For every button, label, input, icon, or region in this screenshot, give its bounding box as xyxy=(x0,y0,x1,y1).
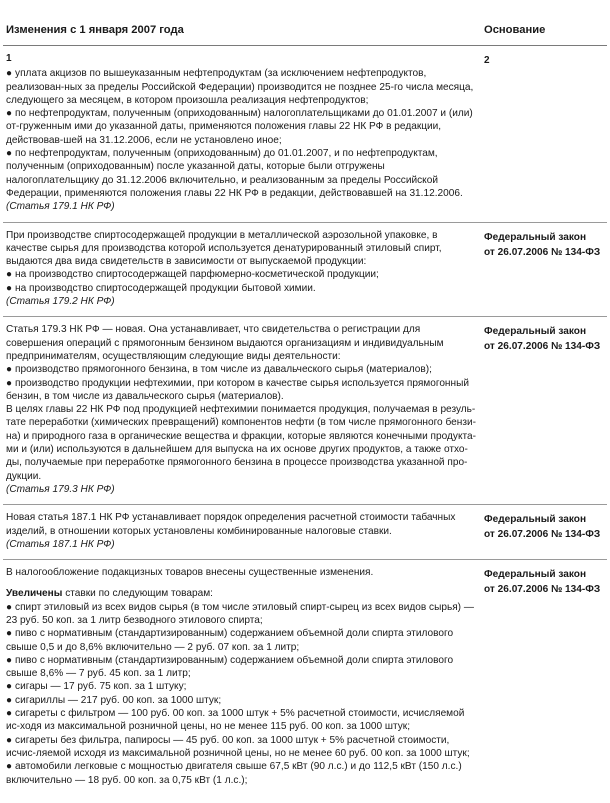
bullet-icon: ● xyxy=(6,681,13,693)
bullet-item: ● сигары — 17 руб. 75 коп. за 1 штуку; xyxy=(6,681,187,693)
table-row xyxy=(3,317,607,505)
basis-law-date: от 26.07.2006 № 134-ФЗ xyxy=(484,246,601,258)
bullet-icon: ● xyxy=(6,148,13,160)
basis-law: Федеральный закон xyxy=(484,231,587,243)
header-changes: Изменения с 1 января 2007 года xyxy=(3,12,481,46)
spacer xyxy=(6,579,477,587)
paragraph: В целях главы 22 НК РФ под продукцией нефтехимии понимается продукция, получаемая в резуль-тате переработки (химических превращений) компонентов нефти (в том числе прямогонного бензи-на) и природного газа в органические вещества и фракции, которые являются конечными продукта-ми и (или) используются в дальнейшем для выпуска на их основе других продуктов, а также отхо-ды, получаемые при переработке прямогонного бензина в процессе производства указанной про-дукции. xyxy=(6,404,476,482)
basis-cell xyxy=(481,560,607,795)
paragraph: Статья 179.3 НК РФ — новая. Она устанавливает, что свидетельства о регистрации для совершения операций с прямогонным бензином выдаются организациям и индивидуальным предпринимателям, осуществляющим следующие виды деятельности: xyxy=(6,324,444,362)
table-row xyxy=(3,560,607,795)
column-number: 1 xyxy=(6,53,12,64)
bullet-icon: ● xyxy=(6,377,13,389)
changes-cell xyxy=(3,46,481,223)
bullet-item: ● по нефтепродуктам, полученным (оприходованным) до 01.01.2007, и по нефтепродуктам, полученным (оприходованным) после указанной даты, которые были отгружены налогоплательщику до 31.12.2006 включительно, и реализованным за пределы Российской Федерации, применяются положения главы 22 НК РФ в редакции, действовавшей на 31.12.2006. xyxy=(6,148,463,199)
paragraph: Увеличены ставки по следующим товарам: xyxy=(6,588,213,600)
bullet-icon: ● xyxy=(6,282,13,294)
table-row xyxy=(3,505,607,560)
bullet-item: ● сигареты без фильтра, папиросы — 45 руб. 00 коп. за 1000 штук + 5% расчетной стоимости, исчис-ляемой исходя из максимальной розничной цены, но не менее 60 руб. 00 коп. за 1000 штук; xyxy=(6,734,470,759)
bullet-icon: ● xyxy=(6,269,13,281)
bullet-item: ● пиво с нормативным (стандартизированным) содержанием объемной доли спирта этилового свыше 8,6% — 7 руб. 45 коп. за 1 литр; xyxy=(6,654,454,680)
table-row xyxy=(3,46,607,223)
changes-cell xyxy=(3,317,481,505)
bullet-icon: ● xyxy=(6,734,13,746)
paragraph: При производстве спиртосодержащей продукции в металлической аэрозольной упаковке, в качестве сырья для производства которой используется денатурированный этиловый спирт, выдаются два вида свидетельств в зависимости от выпускаемой продукции: xyxy=(6,229,442,268)
bullet-item: ● производство продукции нефтехимии, при котором в качестве сырья используется прямогонный бензин, в том числе из давальческого сырья (материалов). xyxy=(6,377,469,402)
bullet-icon: ● xyxy=(6,694,13,706)
column-number: 2 xyxy=(484,55,490,66)
article-reference: (Статья 179.2 НК РФ) xyxy=(6,296,115,308)
changes-table xyxy=(3,12,607,795)
bullet-item: ● спирт этиловый из всех видов сырья (в том числе этиловый спирт-сырец из всех видов сырья) — 23 руб. 50 коп. за 1 литр безводного этилового спирта; xyxy=(6,601,474,626)
basis-cell xyxy=(481,317,607,505)
bullet-icon: ● xyxy=(6,708,13,720)
bullet-icon: ● xyxy=(6,68,13,80)
basis-law-date: от 26.07.2006 № 134-ФЗ xyxy=(484,529,601,541)
header-basis: Основание xyxy=(481,12,607,46)
bullet-icon: ● xyxy=(6,601,13,613)
bullet-icon: ● xyxy=(6,364,13,376)
paragraph: Новая статья 187.1 НК РФ устанавливает порядок определения расчетной стоимости табачных изделий, в отношении которых установлены комбинированные налоговые ставки. xyxy=(6,512,456,537)
basis-law-date: от 26.07.2006 № 134-ФЗ xyxy=(484,341,601,353)
basis-cell xyxy=(481,222,607,317)
article-reference: (Статья 187.1 НК РФ) xyxy=(6,538,115,550)
bullet-icon: ● xyxy=(6,761,13,773)
basis-law: Федеральный закон xyxy=(484,514,587,526)
emphasis: Увеличены xyxy=(6,588,63,600)
basis-law: Федеральный закон xyxy=(484,326,587,338)
basis-law: Федеральный закон xyxy=(484,569,587,581)
bullet-item: ● на производство спиртосодержащей продукции бытовой химии. xyxy=(6,282,316,294)
paragraph: В налогообложение подакцизных товаров внесены существенные изменения. xyxy=(6,567,374,579)
table-row xyxy=(3,222,607,317)
bullet-item: ● производство прямогонного бензина, в том числе из давальческого сырья (материалов); xyxy=(6,364,432,376)
bullet-item: ● на производство спиртосодержащей парфюмерно-косметической продукции; xyxy=(6,269,379,281)
article-reference: (Статья 179.3 НК РФ) xyxy=(6,483,115,495)
bullet-item: ● автомобили легковые с мощностью двигателя свыше 67,5 кВт (90 л.с.) и до 112,5 кВт (150 л.с.) включительно — 18 руб. 00 коп. за 0,75 кВт (1 л.с.); xyxy=(6,761,462,786)
basis-law-date: от 26.07.2006 № 134-ФЗ xyxy=(484,584,601,596)
bullet-item: ● по нефтепродуктам, полученным (оприходованным) налогоплательщиками до 01.01.2007 и (или) от-груженным ими до указанной даты, применяются положения главы 22 НК РФ в редакции, действовав-шей на 31.12.2006, если не установлено иное; xyxy=(6,108,473,146)
changes-cell xyxy=(3,222,481,317)
bullet-item: ● сигареты с фильтром — 100 руб. 00 коп. за 1000 штук + 5% расчетной стоимости, исчисляемой ис-ходя из максимальной розничной цены, но не менее 115 руб. 00 коп. за 1000 штук; xyxy=(6,708,465,733)
bullet-icon: ● xyxy=(6,108,13,120)
bullet-icon: ● xyxy=(6,654,13,666)
bullet-item: ● пиво с нормативным (стандартизированным) содержанием объемной доли спирта этилового свыше 0,5 и до 8,6% включительно — 2 руб. 07 коп. за 1 литр; xyxy=(6,628,454,653)
changes-cell xyxy=(3,560,481,795)
table-header-row xyxy=(3,12,607,46)
article-reference: (Статья 179.1 НК РФ) xyxy=(6,201,115,213)
changes-cell xyxy=(3,505,481,560)
bullet-item: ● сигариллы — 217 руб. 00 коп. за 1000 штук; xyxy=(6,694,222,706)
bullet-item: ● уплата акцизов по вышеуказанным нефтепродуктам (за исключением нефтепродуктов, реализован-ных за пределы Российской Федерации) производится не позднее 25-го числа месяца, следующего за месяцем, в котором произошла реализация нефтепродуктов; xyxy=(6,68,474,106)
basis-cell xyxy=(481,46,607,223)
basis-cell xyxy=(481,505,607,560)
bullet-icon: ● xyxy=(6,628,13,640)
